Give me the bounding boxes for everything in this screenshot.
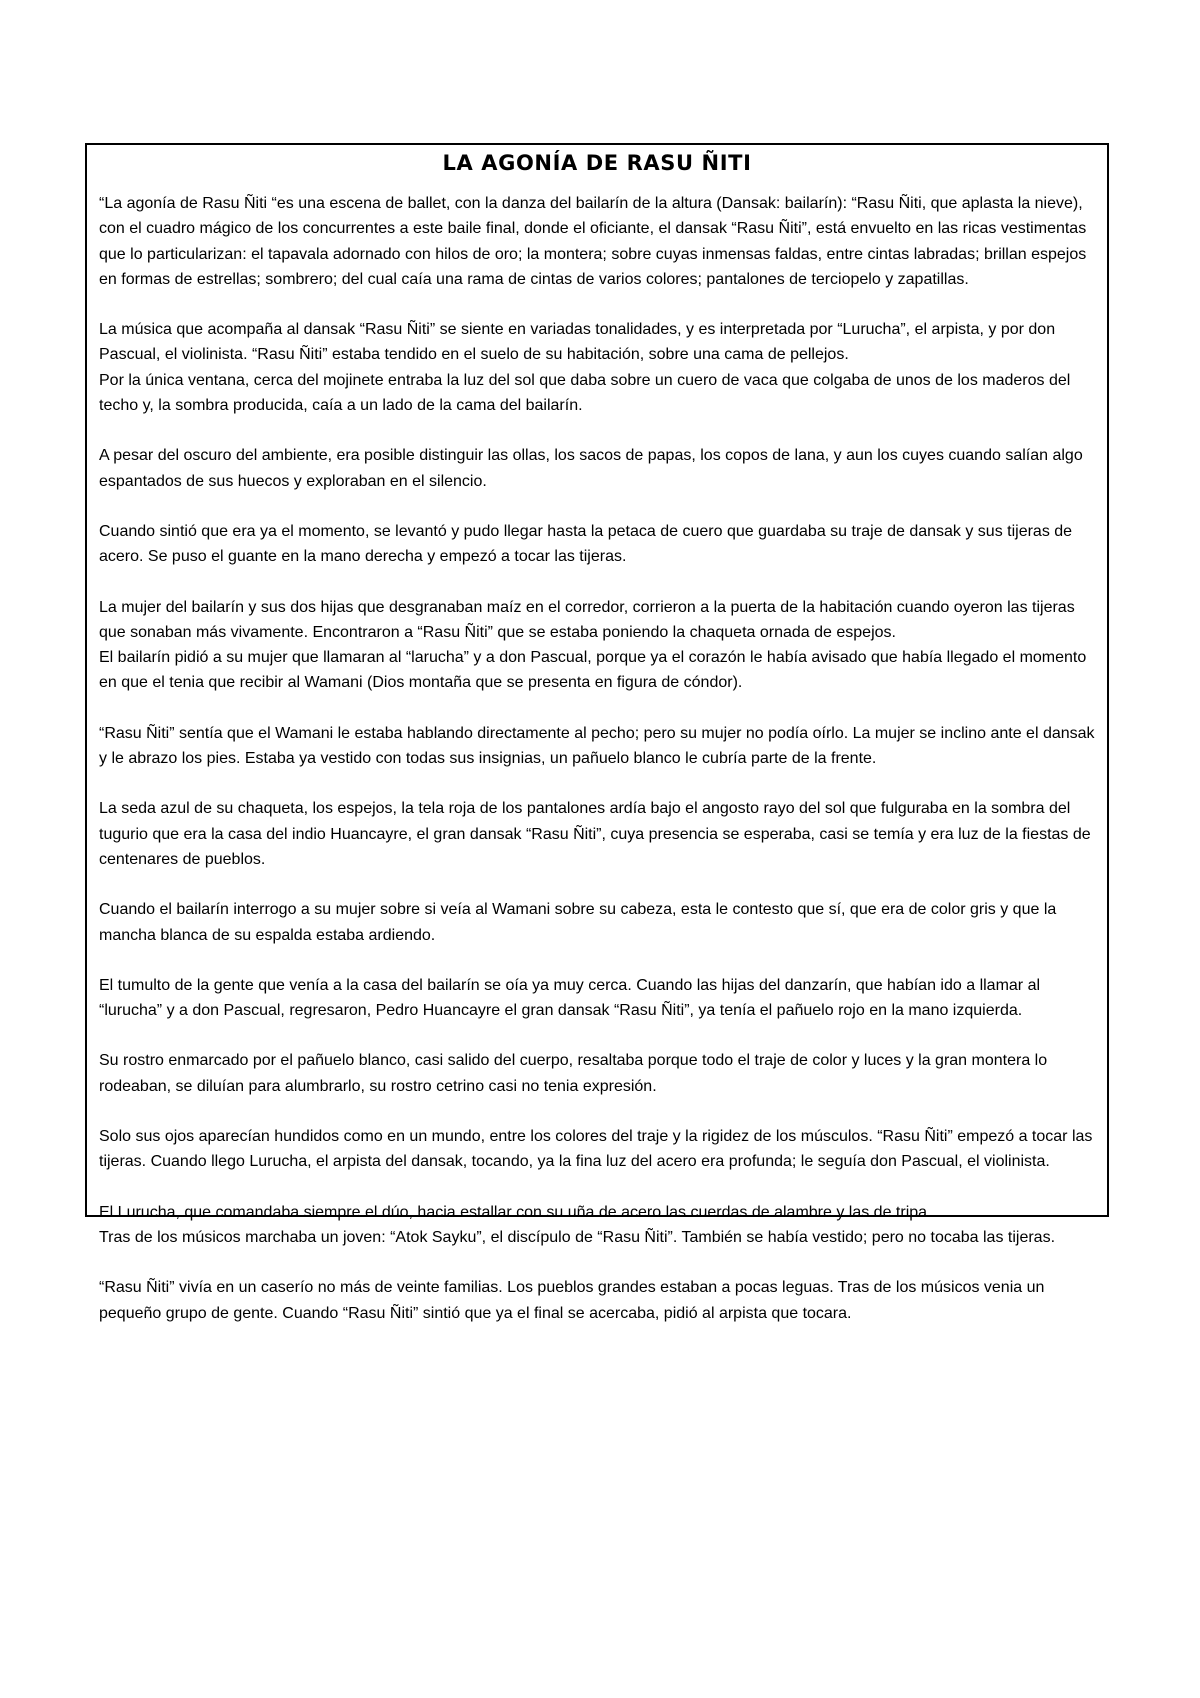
- document-frame: [85, 143, 1109, 1322]
- paragraph: [99, 1124, 1095, 1175]
- document-body: [99, 191, 1095, 1326]
- paragraph: [99, 897, 1095, 948]
- paragraph-text: La mujer del bailarín y sus dos hijas que desgranaban maíz en el corredor, corrieron a la puerta de la habitación cuando oyeron las tijeras que sonaban más vivamente. Encontraron a “Rasu Ñiti” que se estaba poniendo la chaqueta ornada de espejos.: [99, 598, 1075, 641]
- paragraph: [99, 1200, 1095, 1251]
- paragraph-text: La seda azul de su chaqueta, los espejos, la tela roja de los pantalones ardía bajo el angosto rayo del sol que fulguraba en la sombra del tugurio que era la casa del indio Huancayre, el gran dansak “Rasu Ñiti”, cuya presencia se esperaba, casi se temía y era luz de la fiestas de centenares de pueblos.: [99, 800, 1091, 868]
- paragraph-text: La música que acompaña al dansak “Rasu Ñiti” se siente en variadas tonalidades, y es interpretada por “Lurucha”, el arpista, y por don Pascual, el violinista. “Rasu Ñiti” estaba tendido en el suelo de su habitación, sobre una cama de pellejos.: [99, 321, 1056, 364]
- document-title: LA AGONÍA DE RASU ÑITI: [442, 151, 752, 175]
- paragraph-text: “Rasu Ñiti” sentía que el Wamani le estaba hablando directamente al pecho; pero su mujer no podía oírlo. La mujer se inclino ante el dansak y le abrazo los pies. Estaba ya vestido con todas sus insignias, un pañuelo blanco le cubría parte de la frente.: [99, 724, 1095, 768]
- paragraph-text: “La agonía de Rasu Ñiti “es una escena de ballet, con la danza del bailarín de la altura (Dansak: bailarín): “Rasu Ñiti, que aplasta la nieve), con el cuadro mágico de los concurrentes a este baile final, donde el oficiante, el dansak “Rasu Ñiti”, está envuelto en las ricas vestimentas que lo particularizan: el tapavala adornado con hilos de oro; la montera; sobre cuyas inmensas faldas, entre cintas labradas; brillan espejos en formas de estrellas; sombrero; del cual caía una rama de cintas de varios colores; pantalones de terciopelo y zapatillas.: [99, 195, 1087, 288]
- paragraph: [99, 317, 1095, 418]
- paragraph: [99, 595, 1095, 696]
- paragraph-text: “Rasu Ñiti” vivía en un caserío no más de veinte familias. Los pueblos grandes estaban a pocas leguas. Tras de los músicos venia un pequeño grupo de gente. Cuando “Rasu Ñiti” sintió que ya el final se acercaba, pidió al arpista que tocara.: [99, 1279, 1045, 1322]
- paragraph-text: El tumulto de la gente que venía a la casa del bailarín se oía ya muy cerca. Cuando las hijas del danzarín, que habían ido a llamar al “lurucha” y a don Pascual, regresaron, Pedro Huancayre el gran dansak “Rasu Ñiti”, ya tenía el pañuelo rojo en la mano izquierda.: [99, 976, 1041, 1020]
- paragraph-text: Cuando el bailarín interrogo a su mujer sobre si veía al Wamani sobre su cabeza, esta le contesto que sí, que era de color gris y que la mancha blanca de su espalda estaba ardiendo.: [99, 901, 1057, 944]
- paragraph-text: Solo sus ojos aparecían hundidos como en un mundo, entre los colores del traje y la rigidez de los músculos. “Rasu Ñiti” empezó a tocar las tijeras. Cuando llego Lurucha, el arpista del dansak, tocando, ya la fina luz del acero era profunda; le seguía don Pascual, el violinista.: [99, 1128, 1093, 1171]
- paragraph: [99, 519, 1095, 570]
- paragraph: [99, 443, 1095, 494]
- paragraph-text: Tras de los músicos marchaba un joven: “Atok Sayku”, el discípulo de “Rasu Ñiti”. También se había vestido; pero no tocaba las tijeras.: [99, 1228, 1056, 1246]
- paragraph: [99, 191, 1095, 292]
- paragraph-text: A pesar del oscuro del ambiente, era posible distinguir las ollas, los sacos de papas, los copos de lana, y aun los cuyes cuando salían algo espantados de sus huecos y exploraban en el silencio.: [99, 447, 1083, 490]
- paragraph: [99, 1275, 1095, 1326]
- paragraph: [99, 796, 1095, 872]
- paragraph-text: El bailarín pidió a su mujer que llamaran al “larucha” y a don Pascual, porque ya el corazón le había avisado que había llegado el momento en que el tenia que recibir al Wamani (Dios montaña que se presenta en figura de cóndor).: [99, 649, 1087, 692]
- paragraph-text: Su rostro enmarcado por el pañuelo blanco, casi salido del cuerpo, resaltaba porque todo el traje de color y luces y la gran montera lo rodeaban, se diluían para alumbrarlo, su rostro cetrino casi no tenia expresión.: [99, 1052, 1048, 1095]
- paragraph: [99, 721, 1095, 772]
- paragraph-text: Cuando sintió que era ya el momento, se levantó y pudo llegar hasta la petaca de cuero que guardaba su traje de dansak y sus tijeras de acero. Se puso el guante en la mano derecha y empezó a tocar las tijeras.: [99, 522, 1073, 566]
- paragraph-text: El Lurucha, que comandaba siempre el dúo, hacia estallar con su uña de acero las cuerdas de alambre y las de tripa.: [99, 1203, 932, 1221]
- paragraph-text: Por la única ventana, cerca del mojinete entraba la luz del sol que daba sobre un cuero de vaca que colgaba de unos de los maderos del techo y, la sombra producida, caía a un lado de la cama del bailarín.: [99, 371, 1071, 415]
- paragraph: [99, 973, 1095, 1024]
- paragraph: [99, 1048, 1095, 1099]
